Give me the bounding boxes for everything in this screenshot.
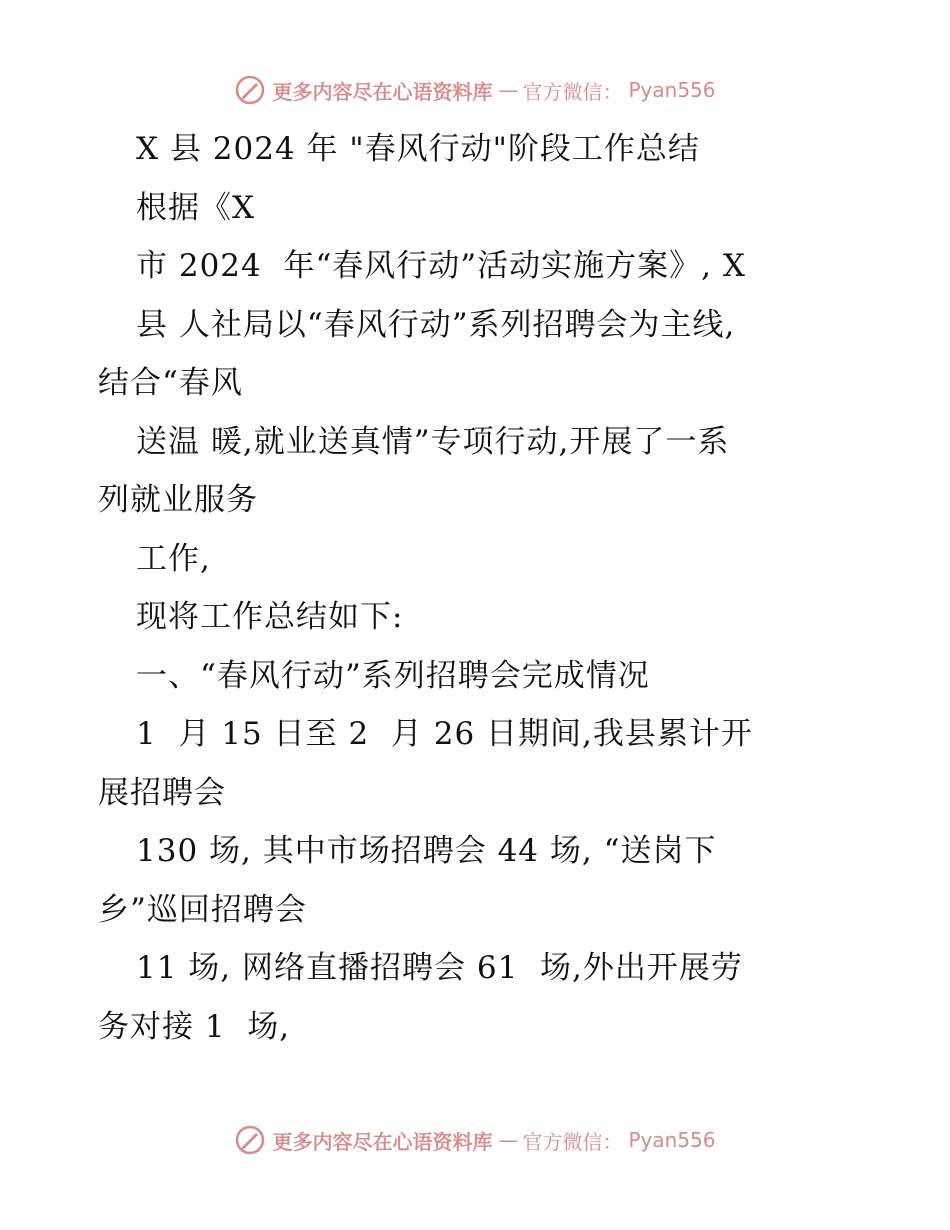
document-text-line: 结合“春风 bbox=[98, 365, 243, 401]
watermark-contact-label: 官方微信： bbox=[522, 1129, 623, 1154]
pen-logo-icon bbox=[234, 74, 266, 106]
watermark-contact-id: Pyan556 bbox=[628, 1128, 716, 1152]
document-text-line: 现将工作总结如下: bbox=[136, 599, 404, 635]
document-text-line: 1 月 15 日至 2 月 26 日期间,我县累计开 bbox=[136, 716, 753, 752]
document-text-line: 展招聘会 bbox=[98, 774, 226, 811]
watermark-main-text: 更多内容尽在心语资料库 bbox=[272, 1129, 493, 1154]
document-text-line: 县 人社局以“春风行动”系列招聘会为主线, bbox=[136, 306, 736, 343]
watermark-separator: — bbox=[498, 78, 517, 102]
document-text-line: 送温 暖,就业送真情”专项行动,开展了一系 bbox=[136, 423, 730, 460]
document-body bbox=[98, 120, 838, 1056]
watermark-main-text: 更多内容尽在心语资料库 bbox=[272, 79, 493, 104]
document-text-line: 市 2024 年“春风行动”活动实施方案》, X bbox=[136, 248, 746, 284]
document-title-line: X 县 2024 年 "春风行动"阶段工作总结 bbox=[136, 131, 700, 167]
document-text-line: 11 场, 网络直播招聘会 61 场,外出开展劳 bbox=[136, 950, 743, 986]
document-text-line: 列就业服务 bbox=[98, 482, 258, 518]
watermark-contact-id: Pyan556 bbox=[628, 78, 716, 102]
document-text-line: 根据《X bbox=[136, 189, 256, 226]
document-text-line: 一、“春风行动”系列招聘会完成情况 bbox=[136, 657, 650, 694]
document-text-line: 工作, bbox=[136, 540, 211, 577]
header-watermark bbox=[0, 70, 950, 110]
footer-watermark bbox=[0, 1120, 950, 1160]
document-text-line: 务对接 1 场, bbox=[98, 1008, 291, 1045]
document-text-line: 130 场, 其中市场招聘会 44 场, “送岗下 bbox=[136, 833, 717, 869]
pen-logo-icon bbox=[234, 1124, 266, 1156]
watermark-separator: — bbox=[498, 1128, 517, 1152]
document-text-line: 乡”巡回招聘会 bbox=[98, 891, 307, 928]
watermark-contact-label: 官方微信： bbox=[522, 79, 623, 104]
